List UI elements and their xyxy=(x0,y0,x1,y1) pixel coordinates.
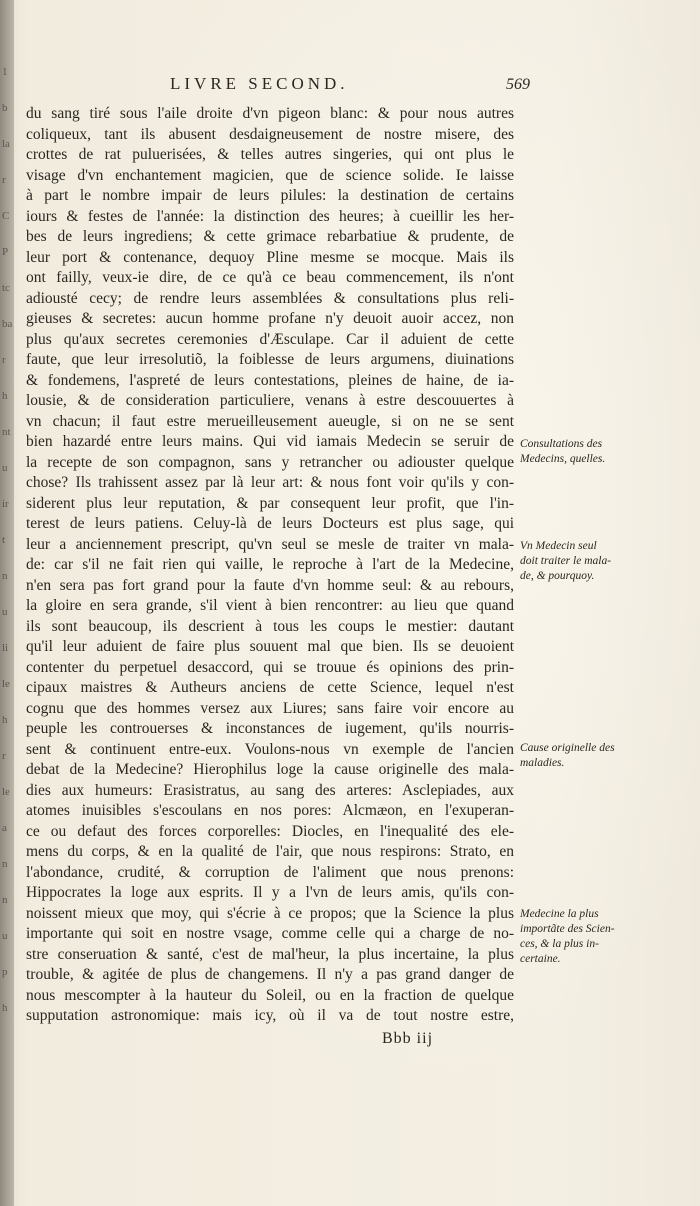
text-line: lousie, & de consideration particuliere, venans à estre descouuertes à xyxy=(26,392,514,409)
margin-note-line: certaine. xyxy=(520,953,561,965)
gutter-mark: n xyxy=(2,570,8,582)
gutter-mark: n xyxy=(2,894,8,906)
margin-note-line: Medecins, quelles. xyxy=(520,453,606,465)
text-line: cipaux maistres & Autheurs anciens de cette Science, lequel n'est xyxy=(26,679,514,696)
margin-note-medecine-incertaine xyxy=(520,907,690,967)
text-line: iours & festes de l'année: la distinction des heures; à cueillir les her- xyxy=(26,207,514,225)
gutter-mark: C xyxy=(2,210,10,222)
text-line: mens du corps, & en la qualité de l'air, que nous respirons: Strato, en xyxy=(26,843,514,860)
gutter-mark: p xyxy=(2,966,8,978)
gutter-mark: b xyxy=(2,102,8,114)
text-line: sent & continuent entre-eux. Voulons-nous vn exemple de l'ancien xyxy=(26,740,514,758)
text-line: crottes de rat puluerisées, & telles autres singeries, qui ont plus le xyxy=(26,146,514,163)
text-line: debat de la Medecine? Hierophilus loge la cause originelle des mala- xyxy=(26,761,514,778)
margin-note-cause-originelle xyxy=(520,741,690,771)
text-line: du sang tiré sous l'aile droite d'vn pigeon blanc: & pour nous autres xyxy=(26,105,514,122)
text-line: terest de leurs patiens. Celuy-là de leurs Docteurs est plus sage, qui xyxy=(26,515,514,532)
gutter-mark: a xyxy=(2,822,7,834)
gutter-mark: r xyxy=(2,174,6,186)
gutter-mark: r xyxy=(2,354,6,366)
text-line: trouble, & agitée de plus de changemens. Il n'y a pas grand danger de xyxy=(26,966,514,983)
text-line: peuple les controuerses & inconstances de iugement, qu'ils nourris- xyxy=(26,720,514,737)
margin-note-medecin-seul xyxy=(520,539,690,584)
running-title: LIVRE SECOND. xyxy=(170,74,349,93)
gutter-mark: le xyxy=(2,786,10,798)
gutter-mark: r xyxy=(2,750,6,762)
text-line: stre conseruation & santé, c'est de mal'heur, la plus incertaine, la plus xyxy=(26,945,514,963)
text-line: ils sont beaucoup, ils descrient à tous les coups le mestier: dautant xyxy=(26,617,514,635)
text-line: la gloire en sera grande, s'il vient à bien rencontrer: au lieu que quand xyxy=(26,597,514,614)
text-line: noissent mieux que moy, qui s'écrie à ce propos; que la Science la plus xyxy=(26,904,514,922)
text-line: plus qu'aux secretes ceremonies d'Æsculape. Car il aduient de cette xyxy=(26,330,514,348)
gutter-mark: tc xyxy=(2,282,10,294)
text-line: l'abondance, crudité, & corruption de l'aliment que nous prenons: xyxy=(26,863,514,881)
gutter-mark: ba xyxy=(2,318,13,330)
text-line: chose? Ils trahissent assez par là leur art: & nous font voir qu'ils y con- xyxy=(26,474,514,491)
margin-note-line: ces, & la plus in- xyxy=(520,938,599,950)
text-line: leur port & contenance, dequoy Pline mesme se mocque. Mais ils xyxy=(26,248,514,266)
text-line: ce ou defaut des forces corporelles: Diocles, en l'inequalité des ele- xyxy=(26,822,514,840)
gutter-mark: h xyxy=(2,390,8,402)
text-line: dies aux humeurs: Erasistratus, au sang des arteres: Asclepiades, aux xyxy=(26,781,514,799)
text-line: nous mescompter à la hauteur du Soleil, ou en la fraction de quelque xyxy=(26,986,514,1004)
text-line: ont failly, veux-ie dire, de ce qu'à ce beau commencement, ils n'ont xyxy=(26,269,514,286)
gutter-mark: t xyxy=(2,534,6,546)
gutter-mark: u xyxy=(2,462,8,474)
margin-note-line: maladies. xyxy=(520,757,565,769)
text-line: bes de leurs ingrediens; & cette grimace rebarbatiue & prudente, de xyxy=(26,228,514,245)
text-line: importante qui soit en nostre vsage, comme celle qui a charge de no- xyxy=(26,925,514,942)
gutter-mark: P xyxy=(2,246,9,258)
text-line: & fondemens, l'aspreté de leurs contestations, pleines de haine, de ia- xyxy=(26,371,514,389)
signature-mark: Bbb iij xyxy=(382,1030,434,1047)
margin-note-line: Medecine la plus xyxy=(520,908,599,920)
gutter-mark: nt xyxy=(2,426,11,438)
gutter-mark: li xyxy=(2,642,9,654)
text-line: supputation astronomique: mais icy, où il va de tout nostre estre, xyxy=(26,1007,514,1024)
margin-note-line: importãte des Scien- xyxy=(520,923,615,935)
text-line: cognu que des hommes versez aux Liures; sans faire voir encore au xyxy=(26,699,514,717)
text-line: à part le nombre impair de leurs pilules: la destination de certains xyxy=(26,187,514,204)
text-line: visage d'vn enchantement magicien, que de science solide. Ie laisse xyxy=(26,166,514,184)
text-line: contenter du perpetuel desaccord, qui se trouue és opinions des prin- xyxy=(26,658,514,676)
text-line: siderent plus leur reputation, & par consequent leur profit, que l'in- xyxy=(26,494,514,512)
text-line: faute, que leur irresolutiõ, la foiblesse de leurs argumens, diuinations xyxy=(26,351,514,368)
text-line: adiousté cecy; de rendre leurs assemblées & consultations plus reli- xyxy=(26,289,514,307)
text-line: bien hazardé entre leurs mains. Qui vid iamais Medecin se seruir de xyxy=(26,433,514,450)
text-line: qu'il leur aduient de faire plus souuent mal que bien. Ils se deuoient xyxy=(26,638,514,655)
margin-note-consultations xyxy=(520,437,690,467)
margin-note-line: de, & pourquoy. xyxy=(520,570,595,582)
text-line: coliqueux, tant ils abusent desdaigneusement de nostre misere, des xyxy=(26,125,514,143)
text-line: Hippocrates la loge aux esprits. Il y a l'vn de leurs amis, qu'ils con- xyxy=(26,884,514,901)
gutter-mark: u xyxy=(2,606,8,618)
gutter-mark: h xyxy=(2,714,8,726)
gutter-mark: ir xyxy=(2,498,9,510)
text-line: n'en sera pas fort grand pour la faute d'vn homme seul: & au rebours, xyxy=(26,576,514,594)
text-line: de: car s'il ne fait rien qui vaille, le reproche à l'art de la Medecine, xyxy=(26,556,514,573)
gutter-mark: h xyxy=(2,1002,8,1014)
text-line: la recepte de son compagnon, sans y retrancher ou adiouster quelque xyxy=(26,453,514,471)
margin-note-line: Cause originelle des xyxy=(520,742,615,754)
gutter-mark: le xyxy=(2,678,10,690)
margin-note-line: Vn Medecin seul xyxy=(520,540,597,552)
margin-note-line: doit traiter le mala- xyxy=(520,555,612,567)
main-text-block xyxy=(26,104,514,1027)
margin-note-line: Consultations des xyxy=(520,438,603,450)
text-line: leur a anciennement prescript, qu'vn seul se mesle de traiter vn mala- xyxy=(26,535,514,553)
text-line: gieuses & secretes: aucun homme profane n'y deuoit auoir accez, non xyxy=(26,310,514,327)
gutter-mark: u xyxy=(2,930,8,942)
gutter-mark: la xyxy=(2,138,10,150)
gutter-mark: n xyxy=(2,858,8,870)
gutter-mark: 1 xyxy=(2,66,8,78)
page-number: 569 xyxy=(506,76,530,93)
text-line: vn chacun; il faut estre merueilleusement aueugle, si on ne se sent xyxy=(26,412,514,430)
text-line: atomes inuisibles s'escoulans en nos pores: Alcmæon, en l'exuperan- xyxy=(26,802,514,819)
